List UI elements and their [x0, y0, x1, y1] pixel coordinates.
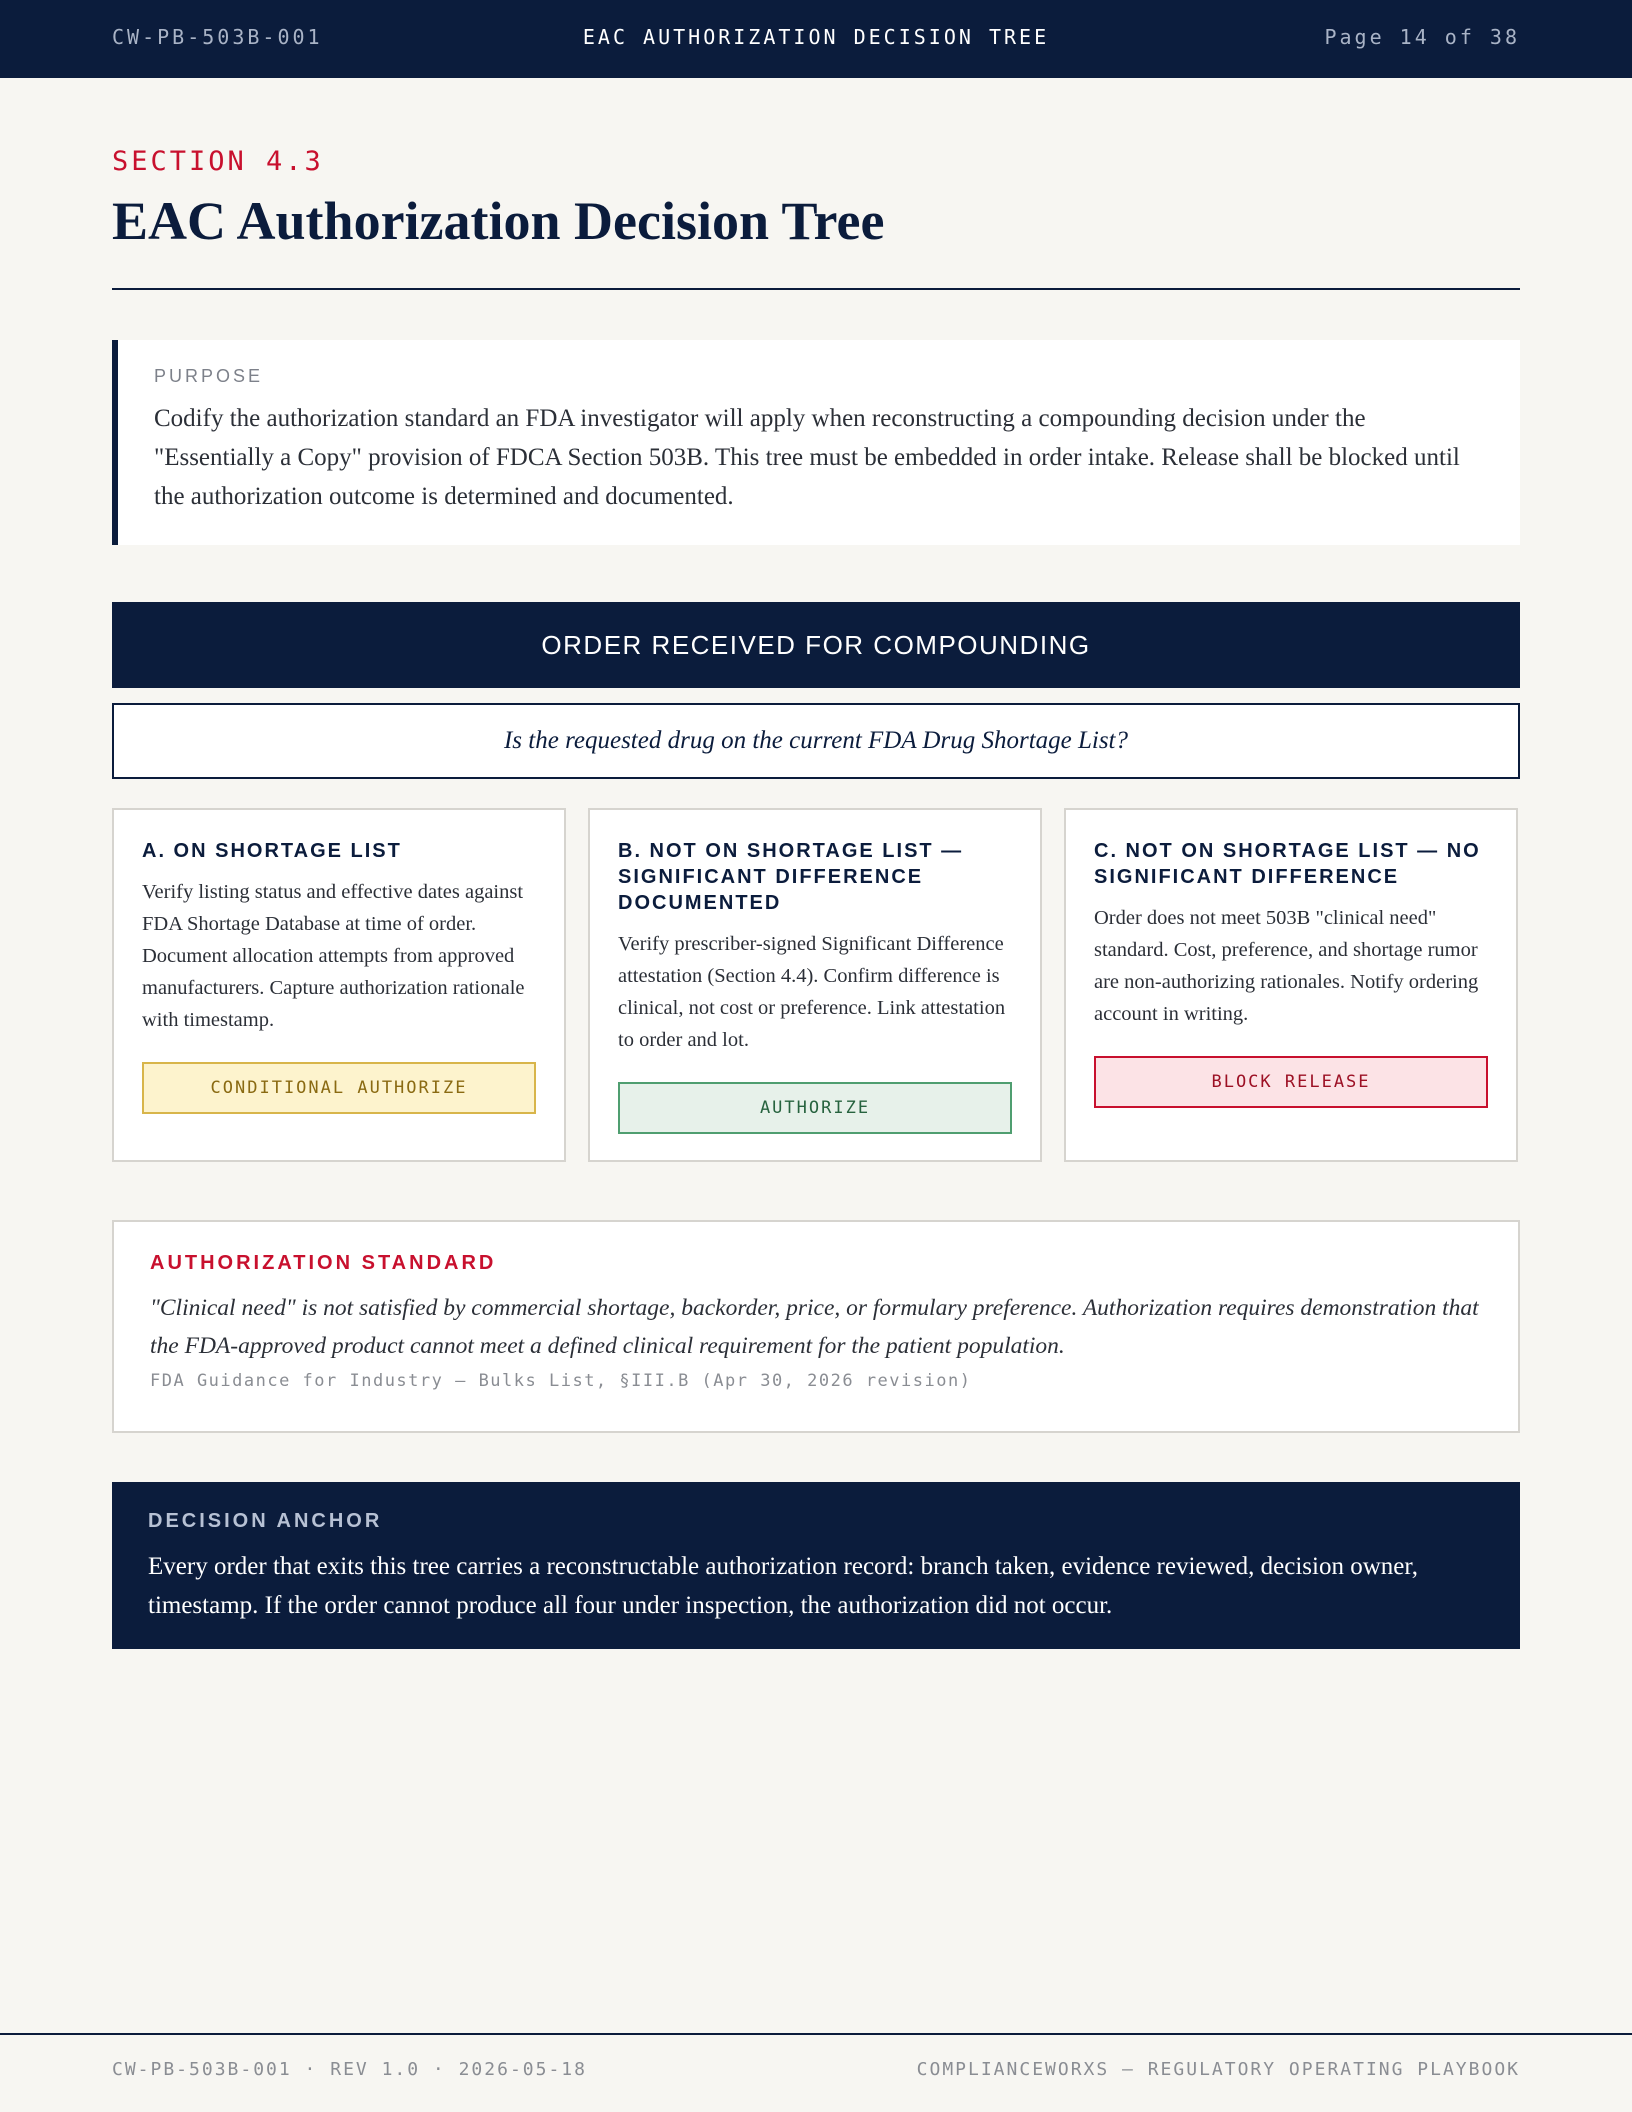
tree-question: Is the requested drug on the current FDA Drug Shortage List?: [112, 703, 1520, 779]
branch-a-body: Verify listing status and effective dates against FDA Shortage Database at time of order. Document allocation attempts from approved manufacturers. Capture authorization rationale with timestamp.: [142, 881, 525, 1031]
conditional-authorize-badge: CONDITIONAL AUTHORIZE: [142, 1062, 536, 1114]
page-title: EAC Authorization Decision Tree: [112, 191, 885, 251]
anchor-label: DECISION ANCHOR: [148, 1510, 383, 1532]
branch-b-card: [588, 808, 1042, 1162]
branch-c-body: Order does not meet 503B "clinical need" standard. Cost, preference, and shortage rumor are non-authorizing rationales. Notify ordering account in writing.: [1094, 907, 1479, 1025]
purpose-text: Codify the authorization standard an FDA investigator will apply when reconstructing a compounding decision under the "Essentially a Copy" provision of FDCA Section 503B. This tree must be embedded in order intake. Release shall be blocked until the authorization outcome is determined and documented.: [154, 405, 1460, 510]
purpose-callout: [112, 340, 1520, 545]
branch-c-title: C. NOT ON SHORTAGE LIST — NO SIGNIFICANT DIFFERENCE: [1094, 840, 1481, 888]
branch-b-title: B. NOT ON SHORTAGE LIST — SIGNIFICANT DIFFERENCE DOCUMENTED: [618, 840, 964, 914]
purpose-label: PURPOSE: [154, 366, 264, 386]
authorize-badge: AUTHORIZE: [618, 1082, 1012, 1134]
title-divider: [112, 288, 1520, 290]
header-title: EAC AUTHORIZATION DECISION TREE: [582, 25, 1050, 49]
document-header: [0, 0, 1632, 78]
authorization-standard-box: [112, 1220, 1520, 1433]
standard-citation: FDA Guidance for Industry — Bulks List, §III.B (Apr 30, 2026 revision): [150, 1371, 972, 1391]
anchor-text: Every order that exits this tree carries a reconstructable authorization record: branch taken, evidence reviewed, decision owner, timestamp. If the order cannot produce all four under inspection, the authorization did not occur.: [148, 1553, 1418, 1619]
tree-root-node: ORDER RECEIVED FOR COMPOUNDING: [112, 602, 1520, 688]
footer-divider: [0, 2033, 1632, 2035]
branch-a-card: [112, 808, 566, 1162]
decision-anchor-box: [112, 1482, 1520, 1649]
branch-a-title: A. ON SHORTAGE LIST: [142, 840, 402, 862]
standard-label: AUTHORIZATION STANDARD: [150, 1252, 497, 1274]
branch-c-card: [1064, 808, 1518, 1162]
header-doc-id: CW-PB-503B-001: [112, 25, 323, 49]
branch-b-body: Verify prescriber-signed Significant Difference attestation (Section 4.4). Confirm difference is clinical, not cost or preference. Link attestation to order and lot.: [618, 933, 1006, 1051]
standard-quote: "Clinical need" is not satisfied by commercial shortage, backorder, price, or formulary preference. Authorization requires demonstration that the FDA-approved product cannot meet a defined clinical requirement for the patient population.: [150, 1295, 1479, 1359]
footer-doc-info: CW-PB-503B-001 · REV 1.0 · 2026-05-18: [112, 2059, 587, 2080]
footer-publisher: COMPLIANCEWORXS — REGULATORY OPERATING PLAYBOOK: [916, 2059, 1520, 2080]
section-label: SECTION 4.3: [112, 146, 324, 177]
header-page-number: Page 14 of 38: [1324, 25, 1520, 49]
block-release-badge: BLOCK RELEASE: [1094, 1056, 1488, 1108]
